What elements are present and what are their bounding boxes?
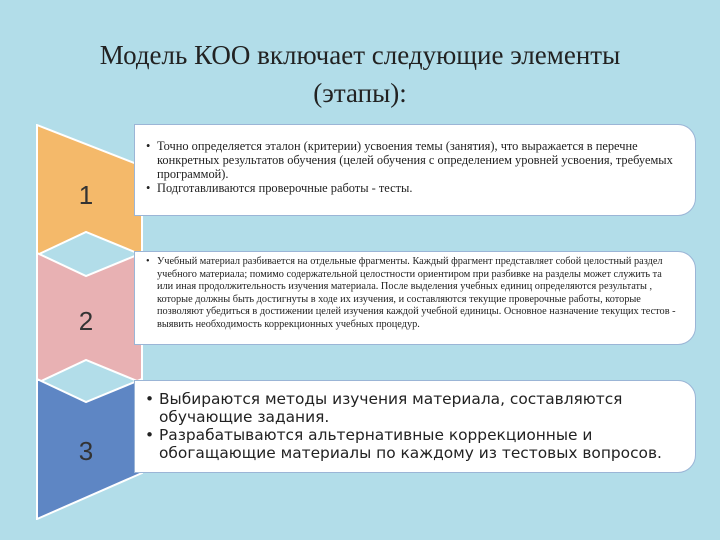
title-line-2: (этапы):	[313, 78, 407, 108]
step-1-box	[134, 124, 696, 216]
step-2-number: 2	[78, 306, 94, 336]
step-1-number: 1	[78, 180, 94, 210]
title-line-1: Модель КОО включает следующие элементы	[99, 40, 621, 70]
step-3-box	[134, 380, 696, 473]
slide-title	[60, 36, 660, 112]
step-3-bullet-2: • Разрабатываются альтернативные коррекционные и обогащающие материалы по каждому из тестовых вопросов.	[143, 426, 681, 462]
step-2-chevron	[36, 252, 144, 384]
step-2-bullet-1: • Учебный материал разбивается на отдельные фрагменты. Каждый фрагмент представляет собой целостный раздел учебного материала; помимо содержательной целостности ориентиром при разбивке на разделы может служить та или иная продолжительность изучения материала. После выделения учебных единиц определяются результаты , которые должны быть достигнуты в ходе их изучения, и составляются текущие проверочные работы, которые позволяют убедиться в достижении целей изучения каждой учебной единицы. Основное назначение текущих тестов - выявить необходимость коррекционных учебных процедур.	[143, 256, 679, 331]
step-2-bullet-list	[143, 256, 679, 331]
step-3-chevron	[36, 378, 144, 520]
step-2-box	[134, 251, 696, 345]
step-1-bullet-1: • Точно определяется эталон (критерии) усвоения темы (занятия), что выражается в перечне конкретных результатов обучения (целей обучения с определением уровней усвоения, требуемых программой).	[143, 139, 675, 181]
step-3-bullet-1: • Выбираются методы изучения материала, составляются обучающие задания.	[143, 390, 681, 426]
step-3-bullet-list	[143, 390, 681, 462]
step-1-chevron	[36, 124, 144, 256]
step-3-number: 3	[78, 436, 94, 466]
step-1-bullet-list	[143, 139, 675, 195]
step-1-bullet-2: • Подготавливаются проверочные работы - тесты.	[143, 181, 675, 195]
